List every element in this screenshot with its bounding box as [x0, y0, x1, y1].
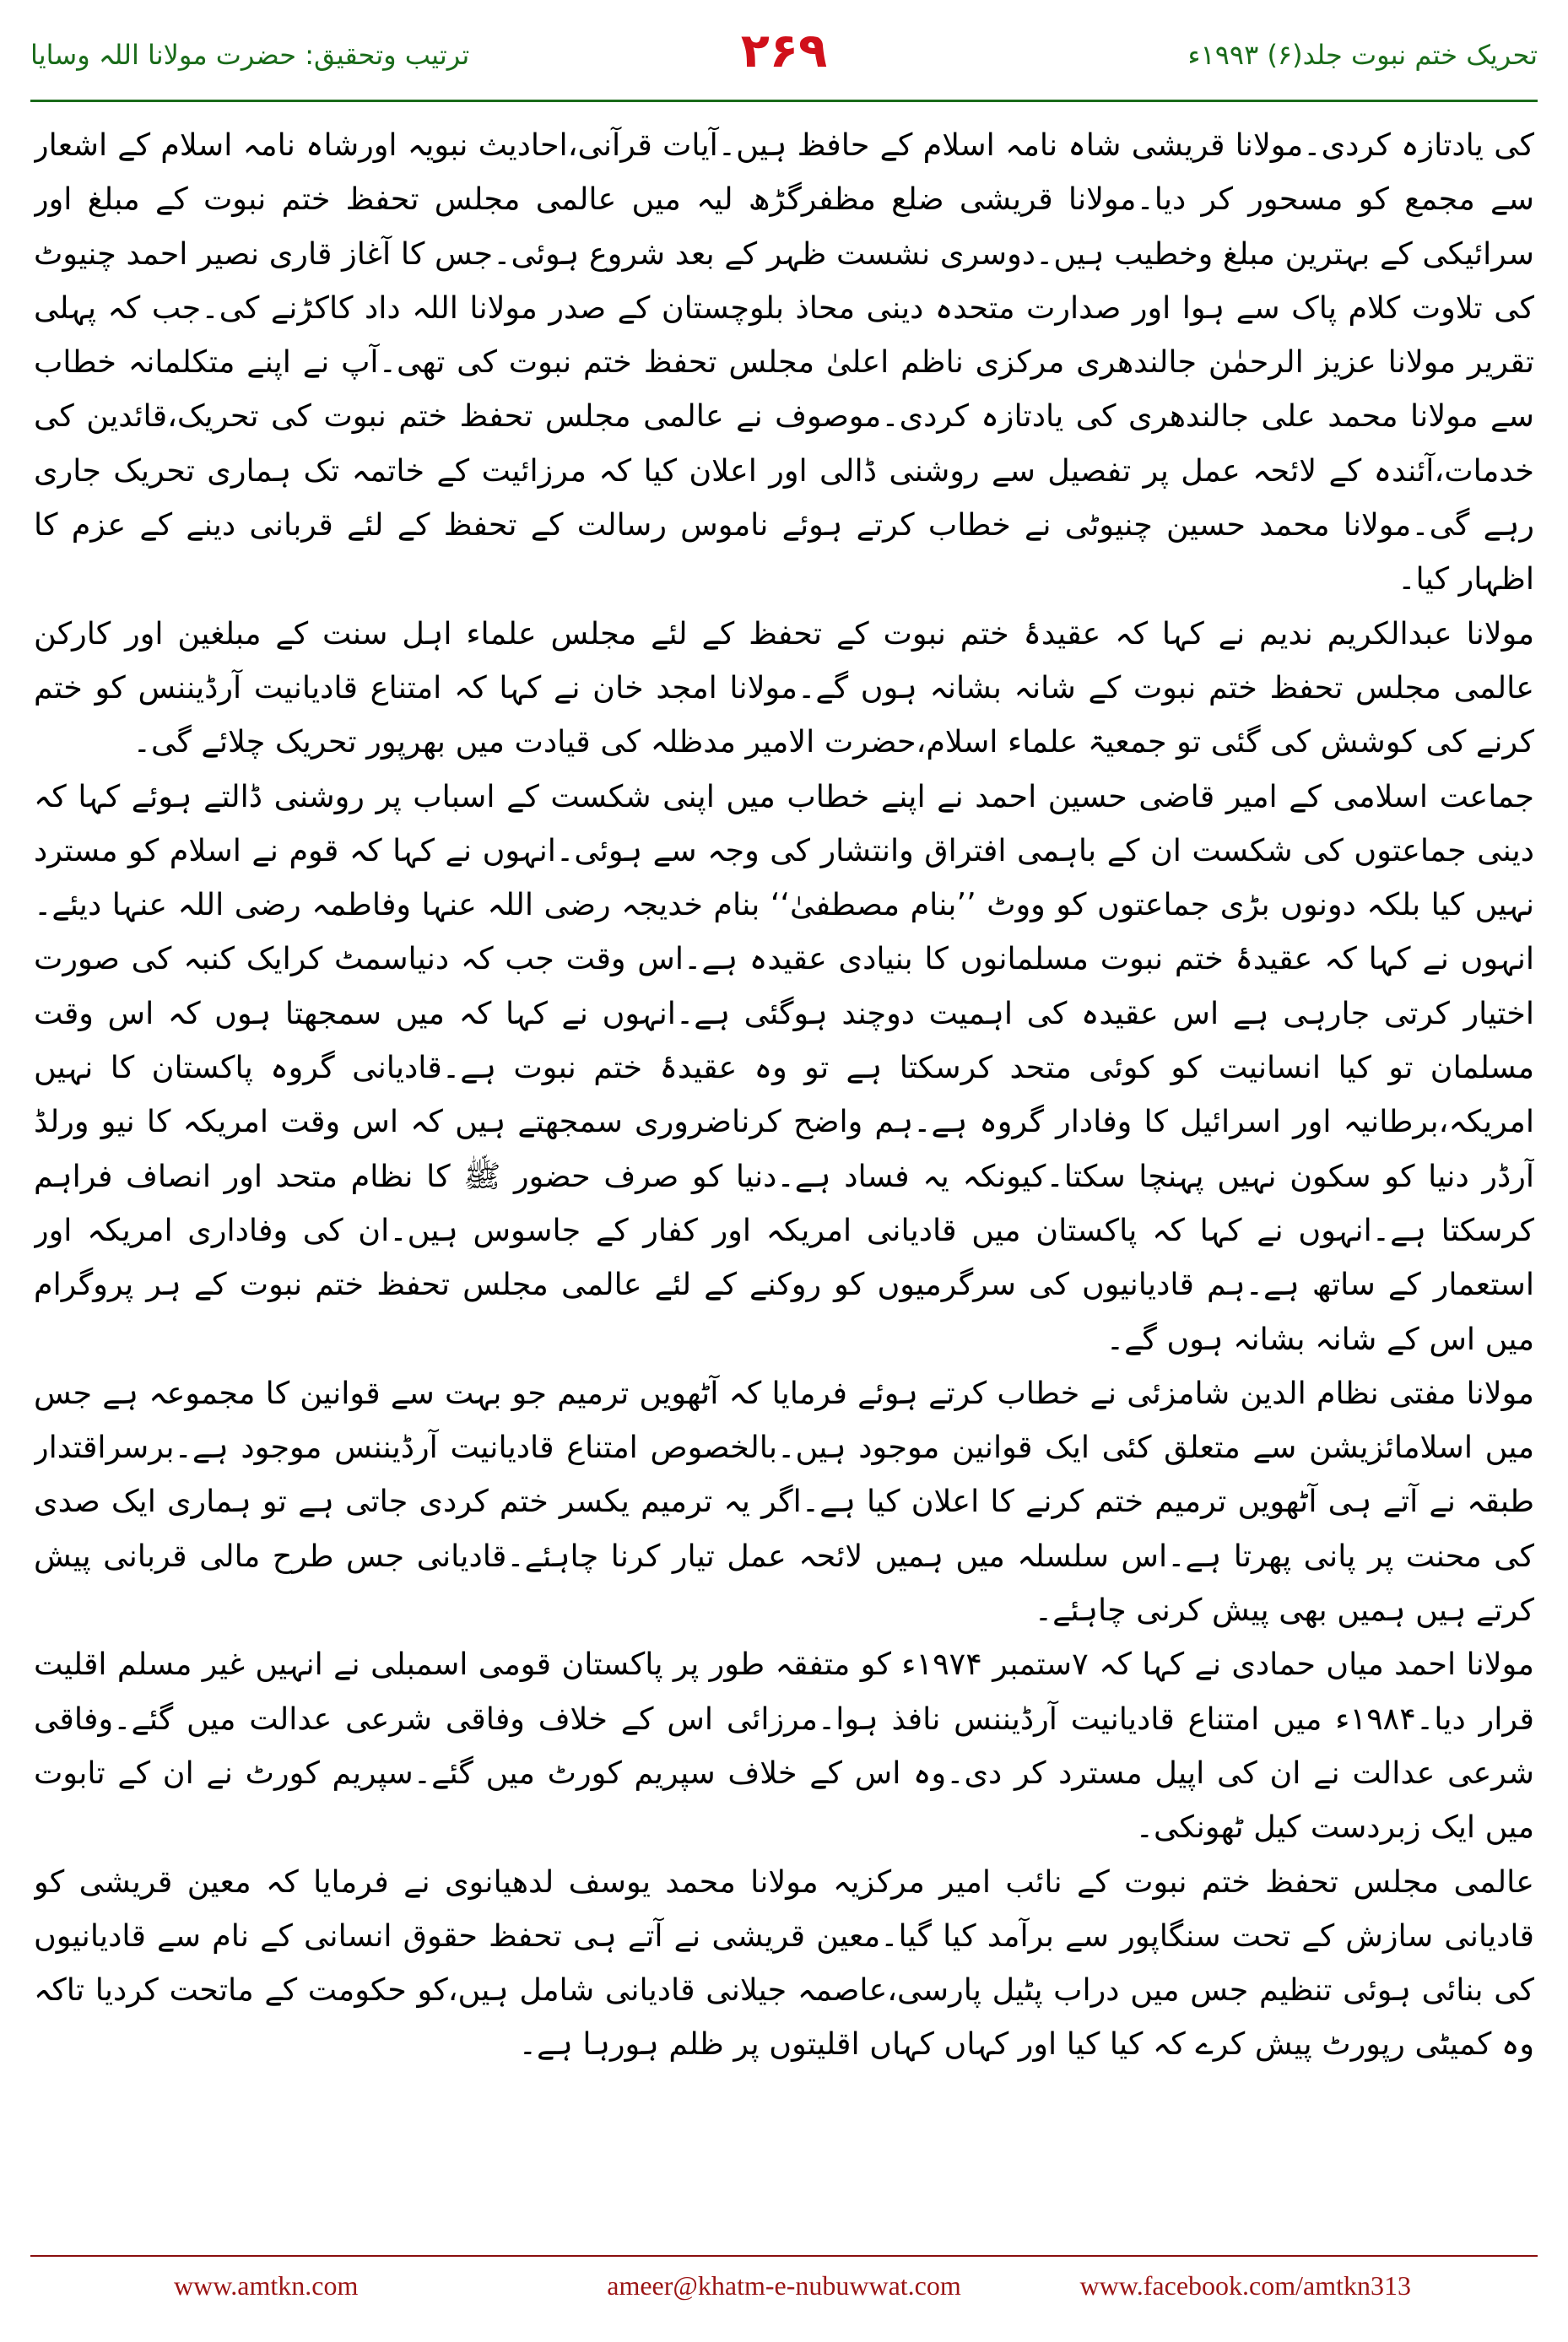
facebook-link[interactable]: www.facebook.com/amtkn313 [1079, 2270, 1411, 2301]
email-link[interactable]: ameer@khatm-e-nubuwwat.com [607, 2270, 961, 2301]
paragraph-4: مولانا مفتی نظام الدین شامزئی نے خطاب کرتے ہوئے فرمایا کہ آٹھویں ترمیم جو بہت سے قوانین کا مجموعہ ہے جس میں اسلامائزیشن سے متعلق کئی ایک قوانین موجود ہیں۔بالخصوص امتناع قادیانیت آرڈیننس موجود ہے۔برسراقتدار طبقہ نے آتے ہی آٹھویں ترمیم ختم کرنے کا اعلان کیا ہے۔اگر یہ ترمیم یکسر ختم کردی جاتی ہے تو ہماری ایک صدی کی محنت پر پانی پھرتا ہے۔اس سلسلہ میں ہمیں لائحہ عمل تیار کرنا چاہئے۔قادیانی جس طرح مالی قربانی پیش کرتے ہیں ہمیں بھی پیش کرنی چاہئے۔ [34, 1374, 1534, 1629]
paragraph-3: جماعت اسلامی کے امیر قاضی حسین احمد نے اپنے خطاب میں اپنی شکست کے اسباب پر روشنی ڈالتے ہوئے کہا کہ دینی جماعتوں کی شکست ان کے باہمی افتراق وانتشار کی وجہ سے ہوئی۔انہوں نے کہا کہ قوم نے اسلام کو مسترد نہیں کیا بلکہ دونوں بڑی جماعتوں کو ووٹ ’’بنام مصطفیٰ‘‘ بنام خدیجہ رضی اللہ عنہا وفاطمہ رضی اللہ عنہا دیئے۔انہوں نے کہا کہ عقیدۂ ختم نبوت مسلمانوں کا بنیادی عقیدہ ہے۔اس وقت جب کہ دنیاسمٹ کرایک کنبہ کی صورت اختیار کرتی جارہی ہے اس عقیدہ کی اہمیت دوچند ہوگئی ہے۔انہوں نے کہا کہ میں سمجھتا ہوں کہ اس وقت مسلمان تو کیا انسانیت کو کوئی متحد کرسکتا ہے تو وہ عقیدۂ ختم نبوت ہے۔قادیانی گروہ پاکستان کا نہیں امریکہ،برطانیہ اور اسرائیل کا وفادار گروہ ہے۔ہم واضح کرناضروری سمجھتے ہیں کہ اس وقت امریکہ کا نیو ورلڈ آرڈر دنیا کو سکون نہیں پہنچا سکتا۔کیونکہ یہ فساد ہے۔دنیا کو صرف حضور ﷺ کا نظام متحد اور انصاف فراہم کرسکتا ہے۔انہوں نے کہا کہ پاکستان میں قادیانی امریکہ اور کفار کے جاسوس ہیں۔ان کی وفاداری امریکہ اور استعمار کے ساتھ ہے۔ہم قادیانیوں کی سرگرمیوں کو روکنے کے لئے عالمی مجلس تحفظ ختم نبوت کے ہر پروگرام میں اس کے شانہ بشانہ ہوں گے۔ [34, 777, 1534, 1357]
header-divider [30, 100, 1538, 102]
page-number: ۲۶۹ [740, 24, 828, 78]
page-footer [30, 2270, 1538, 2312]
website-link[interactable]: www.amtkn.com [174, 2270, 359, 2301]
paragraph-1: کی یادتازہ کردی۔مولانا قریشی شاہ نامہ اسلام کے حافظ ہیں۔آیات قرآنی،احادیث نبویہ اورشاہ نامہ اسلام کے اشعار سے مجمع کو مسحور کر دیا۔مولانا قریشی ضلع مظفرگڑھ لیہ میں عالمی مجلس تحفظ ختم نبوت کے مبلغ اور سرائیکی کے بہترین مبلغ وخطیب ہیں۔دوسری نشست ظہر کے بعد شروع ہوئی۔جس کا آغاز قاری نصیر احمد چنیوٹ کی تلاوت کلام پاک سے ہوا اور صدارت متحدہ دینی محاذ بلوچستان کے صدر مولانا اللہ داد کاکڑنے کی۔جب کہ پہلی تقریر مولانا عزیز الرحمٰن جالندھری مرکزی ناظم اعلیٰ مجلس تحفظ ختم نبوت کی تھی۔آپ نے اپنے متکلمانہ خطاب سے مولانا محمد علی جالندھری کی یادتازہ کردی۔موصوف نے عالمی مجلس تحفظ ختم نبوت کی تحریک،قائدین کی خدمات،آئندہ کے لائحہ عمل پر تفصیل سے روشنی ڈالی اور اعلان کیا کہ مرزائیت کے خاتمہ تک ہماری تحریک جاری رہے گی۔مولانا محمد حسین چنیوٹی نے خطاب کرتے ہوئے ناموس رسالت کے تحفظ کے لئے قربانی دینے کے عزم کا اظہار کیا۔ [34, 127, 1534, 598]
paragraph-5: مولانا احمد میاں حمادی نے کہا کہ ۷ستمبر ۱۹۷۴ء کو متفقہ طور پر پاکستان قومی اسمبلی نے انہیں غیر مسلم اقلیت قرار دیا۔۱۹۸۴ء میں امتناع قادیانیت آرڈیننس نافذ ہوا۔مرزائی اس کے خلاف وفاقی شرعی عدالت میں گئے۔وفاقی شرعی عدالت نے ان کی اپیل مسترد کر دی۔وہ اس کے خلاف سپریم کورٹ میں گئے۔سپریم کورٹ نے ان کے تابوت میں ایک زبردست کیل ٹھونکی۔ [34, 1646, 1534, 1846]
page-body [34, 118, 1534, 2228]
paragraph-6: عالمی مجلس تحفظ ختم نبوت کے نائب امیر مرکزیہ مولانا محمد یوسف لدھیانوی نے فرمایا کہ معین قریشی کو قادیانی سازش کے تحت سنگاپور سے برآمد کیا گیا۔معین قریشی نے آتے ہی تحفظ حقوق انسانی کے نام سے قادیانیوں کی بنائی ہوئی تنظیم جس میں دراب پٹیل پارسی،عاصمہ جیلانی قادیانی شامل ہیں،کو حکومت کے ماتحت کردیا تاکہ وہ کمیٹی رپورٹ پیش کرے کہ کیا کیا اور کہاں کہاں اقلیتوں پر ظلم ہورہا ہے۔ [34, 1863, 1534, 2063]
page-header [30, 24, 1538, 84]
footer-divider [30, 2255, 1538, 2257]
compiler-title: ترتیب وتحقیق: حضرت مولانا اللہ وسایا [30, 39, 470, 71]
paragraph-2: مولانا عبدالکریم ندیم نے کہا کہ عقیدۂ ختم نبوت کے تحفظ کے لئے مجلس علماء اہل سنت کے مبلغین اور کارکن عالمی مجلس تحفظ ختم نبوت کے شانہ بشانہ ہوں گے۔مولانا امجد خان نے کہا کہ امتناع قادیانیت آرڈیننس کو ختم کرنے کی کوشش کی گئی تو جمعیۃ علماء اسلام،حضرت الامیر مدظلہ کی قیادت میں بھرپور تحریک چلائے گی۔ [34, 614, 1534, 760]
book-title: تحریک ختم نبوت جلد(۶) ۱۹۹۳ء [1187, 39, 1538, 71]
